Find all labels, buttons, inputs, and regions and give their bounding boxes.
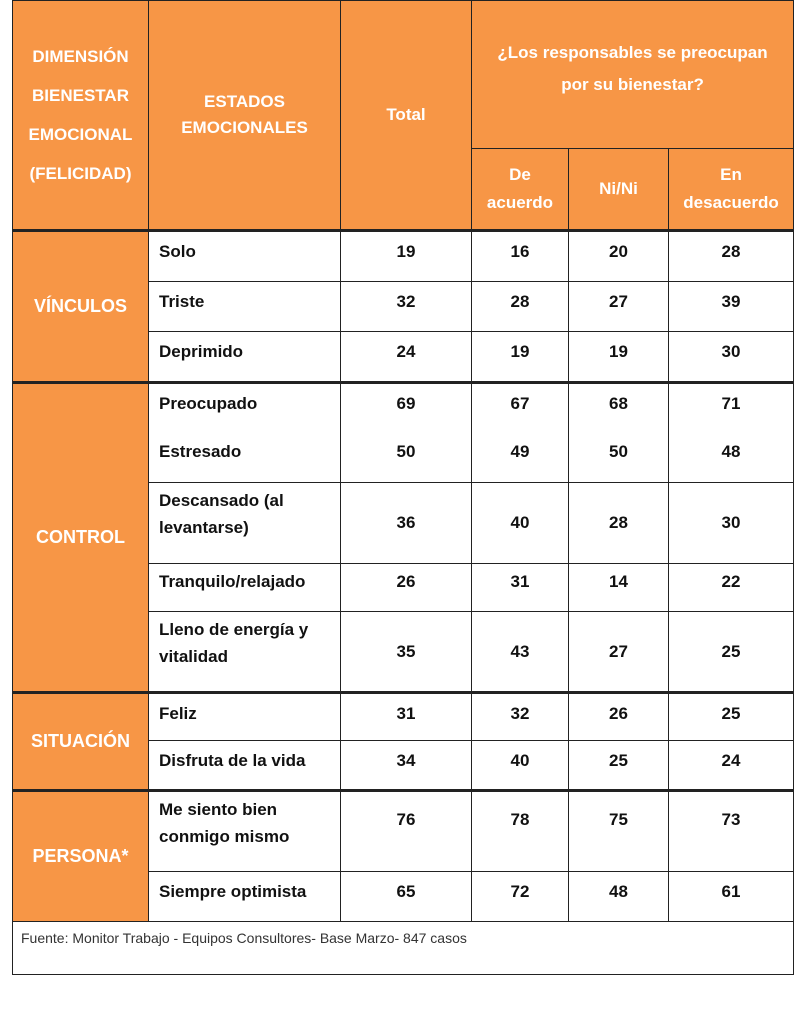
table-row [13, 231, 794, 282]
value-en-desacuerdo: 39 [669, 282, 794, 332]
value-total: 36 [341, 483, 472, 564]
value-total: 35 [341, 612, 472, 693]
value-ni-ni: 27 [569, 282, 669, 332]
value-total: 31 [341, 693, 472, 741]
row-label: Solo [149, 231, 341, 282]
header-estados [149, 1, 341, 231]
row-label-line: levantarse) [159, 518, 249, 537]
row-label-line: Descansado (al [159, 491, 284, 510]
group-label-situacion: SITUACIÓN [13, 693, 149, 791]
header-en-desacuerdo [669, 149, 794, 231]
footer-row [13, 922, 794, 975]
value-de-acuerdo: 43 [472, 612, 569, 693]
value-ni-ni: 26 [569, 693, 669, 741]
value-en-desacuerdo: 24 [669, 741, 794, 791]
header-dimension-line: EMOCIONAL [28, 125, 133, 144]
row-label: Estresado [149, 432, 341, 483]
group-label-control: CONTROL [13, 383, 149, 693]
header-en-desacuerdo-line: desacuerdo [683, 193, 779, 212]
row-label: Triste [149, 282, 341, 332]
value-total: 76 [341, 791, 472, 872]
value-ni-ni: 20 [569, 231, 669, 282]
row-label [149, 791, 341, 872]
value-ni-ni: 28 [569, 483, 669, 564]
value-en-desacuerdo: 28 [669, 231, 794, 282]
header-question-line: ¿Los responsables se preocupan [497, 43, 768, 62]
value-en-desacuerdo: 22 [669, 564, 794, 612]
header-ni-ni: Ni/Ni [569, 149, 669, 231]
row-label: Deprimido [149, 332, 341, 383]
value-de-acuerdo: 16 [472, 231, 569, 282]
value-ni-ni: 50 [569, 432, 669, 483]
value-total: 50 [341, 432, 472, 483]
value-de-acuerdo: 67 [472, 383, 569, 432]
value-de-acuerdo: 31 [472, 564, 569, 612]
value-total: 19 [341, 231, 472, 282]
value-total: 69 [341, 383, 472, 432]
row-label-line: conmigo mismo [159, 827, 290, 846]
row-label: Tranquilo/relajado [149, 564, 341, 612]
row-label-line: Me siento bien [159, 800, 278, 819]
header-estados-line: EMOCIONALES [181, 118, 308, 137]
row-label-line: Lleno de energía y [159, 620, 309, 639]
value-total: 26 [341, 564, 472, 612]
header-de-acuerdo-line: De [509, 165, 531, 184]
header-total: Total [341, 1, 472, 231]
value-de-acuerdo: 72 [472, 872, 569, 922]
value-de-acuerdo: 19 [472, 332, 569, 383]
value-de-acuerdo: 28 [472, 282, 569, 332]
row-label-line: vitalidad [159, 647, 228, 666]
value-en-desacuerdo: 25 [669, 693, 794, 741]
value-ni-ni: 48 [569, 872, 669, 922]
table-row [13, 693, 794, 741]
value-en-desacuerdo: 73 [669, 791, 794, 872]
value-de-acuerdo: 40 [472, 483, 569, 564]
header-dimension-line: (FELICIDAD) [29, 164, 132, 183]
row-label: Preocupado [149, 383, 341, 432]
value-ni-ni: 14 [569, 564, 669, 612]
header-de-acuerdo [472, 149, 569, 231]
value-en-desacuerdo: 61 [669, 872, 794, 922]
header-de-acuerdo-line: acuerdo [486, 193, 554, 212]
value-en-desacuerdo: 71 [669, 383, 794, 432]
group-label-vinculos: VÍNCULOS [13, 231, 149, 383]
table-row [13, 383, 794, 432]
table-wrapper [12, 0, 793, 975]
value-de-acuerdo: 78 [472, 791, 569, 872]
source-footnote: Fuente: Monitor Trabajo - Equipos Consultores- Base Marzo- 847 casos [13, 922, 794, 975]
group-label-persona: PERSONA* [13, 791, 149, 922]
header-question [472, 1, 794, 149]
row-label [149, 483, 341, 564]
value-en-desacuerdo: 30 [669, 483, 794, 564]
value-total: 24 [341, 332, 472, 383]
table-row [13, 791, 794, 872]
value-de-acuerdo: 49 [472, 432, 569, 483]
row-label: Siempre optimista [149, 872, 341, 922]
header-dimension [13, 1, 149, 231]
value-en-desacuerdo: 25 [669, 612, 794, 693]
value-ni-ni: 19 [569, 332, 669, 383]
value-en-desacuerdo: 48 [669, 432, 794, 483]
value-total: 65 [341, 872, 472, 922]
value-ni-ni: 27 [569, 612, 669, 693]
value-total: 32 [341, 282, 472, 332]
row-label: Feliz [149, 693, 341, 741]
row-label [149, 612, 341, 693]
value-de-acuerdo: 32 [472, 693, 569, 741]
value-en-desacuerdo: 30 [669, 332, 794, 383]
wellbeing-table [12, 0, 794, 975]
value-ni-ni: 75 [569, 791, 669, 872]
value-total: 34 [341, 741, 472, 791]
value-ni-ni: 68 [569, 383, 669, 432]
header-estados-line: ESTADOS [204, 92, 285, 111]
header-question-line: por su bienestar? [561, 75, 704, 94]
header-dimension-line: DIMENSIÓN [32, 47, 129, 66]
value-ni-ni: 25 [569, 741, 669, 791]
header-dimension-line: BIENESTAR [32, 86, 129, 105]
value-de-acuerdo: 40 [472, 741, 569, 791]
header-en-desacuerdo-line: En [720, 165, 742, 184]
row-label: Disfruta de la vida [149, 741, 341, 791]
